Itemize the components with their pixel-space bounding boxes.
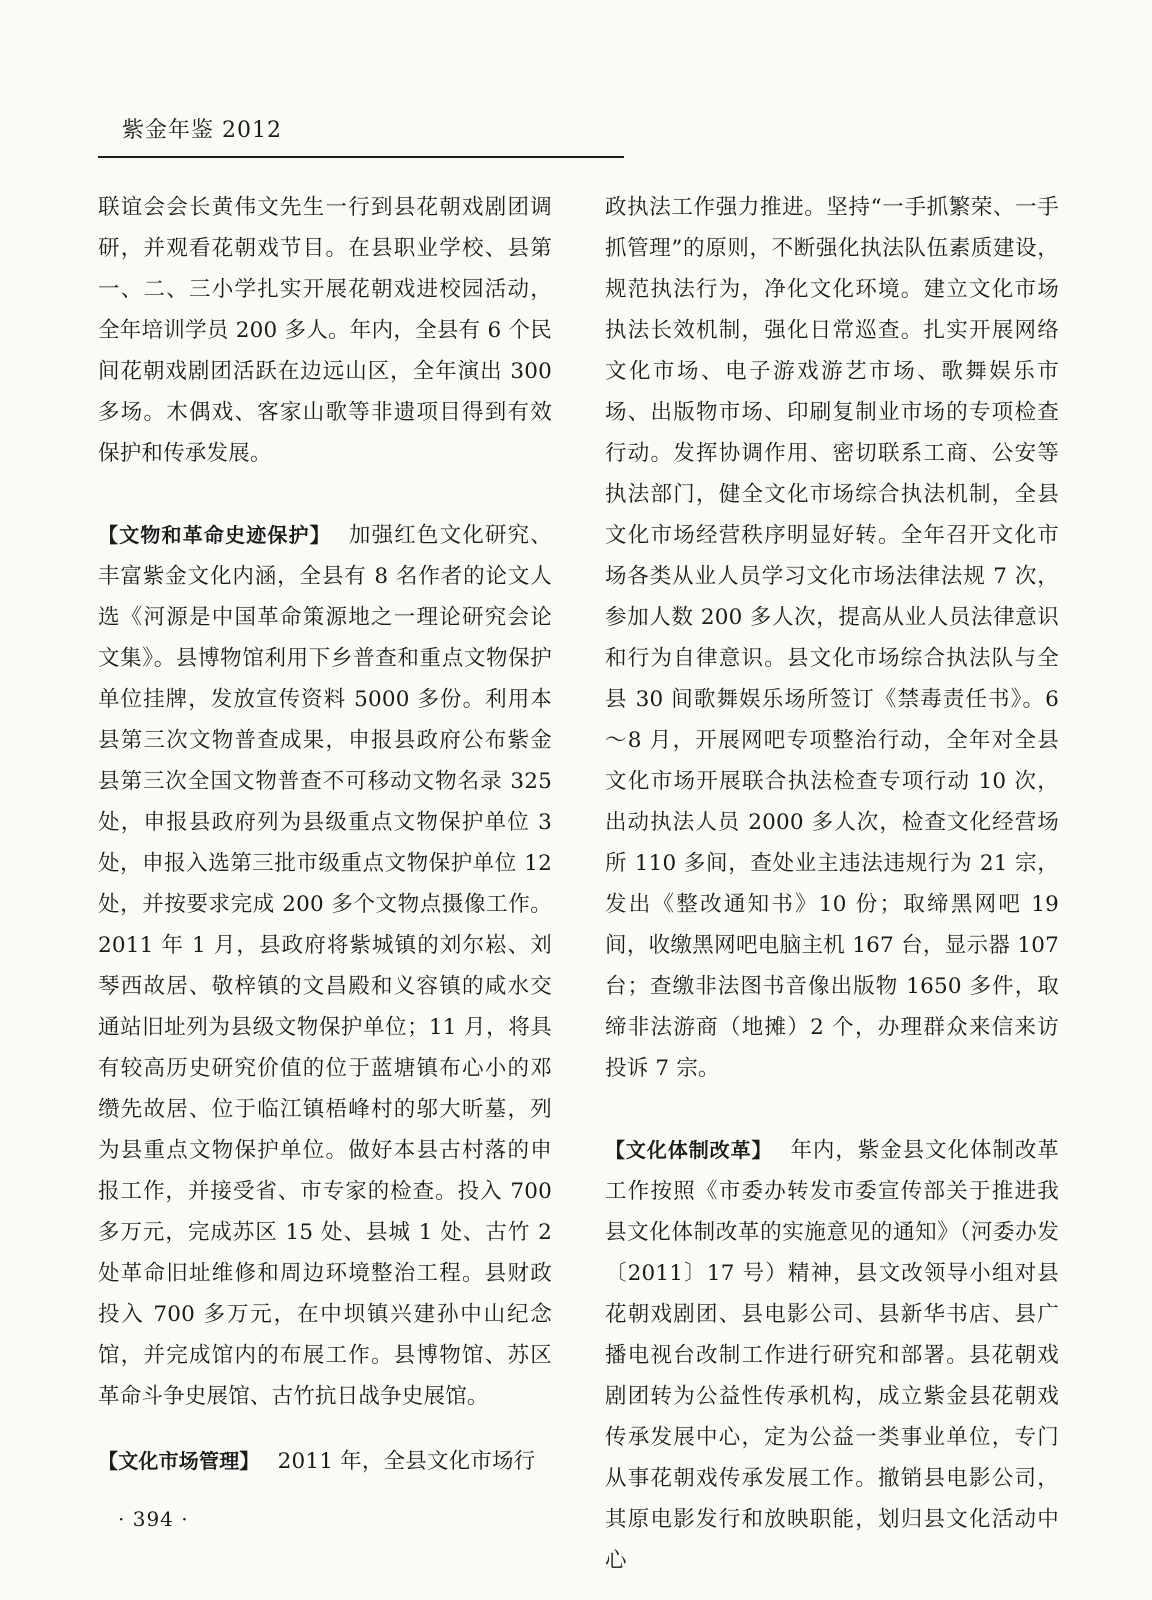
section-market-management <box>98 1441 552 1482</box>
left-column <box>98 187 552 1482</box>
section-heading: 【文化体制改革】 <box>605 1138 773 1162</box>
section-cultural-relics <box>98 515 552 1417</box>
section-heading: 【文物和革命史迹保护】 <box>98 523 331 547</box>
section-body: 2011 年，全县文化市场行 <box>277 1449 536 1474</box>
paragraph: 联谊会会长黄伟文先生一行到县花朝戏剧团调研，并观看花朝戏节目。在县职业学校、县第一、二、三小学扎实开展花朝戏进校园活动，全年培训学员 200 多人。年内，全县有 6 个民间花朝戏剧团活跃在边远山区，全年演出 300 多场。木偶戏、客家山歌等非遗项目得到有效保护和传承发展。 <box>98 195 552 466</box>
section-heading: 【文化市场管理】 <box>98 1449 260 1473</box>
paragraph: 政执法工作强力推进。坚持“一手抓繁荣、一手抓管理”的原则，不断强化执法队伍素质建设，规范执法行为，净化文化环境。建立文化市场执法长效机制，强化日常巡查。扎实开展网络文化市场、电子游戏游艺市场、歌舞娱乐市场、出版物市场、印刷复制业市场的专项检查行动。发挥协调作用、密切联系工商、公安等执法部门，健全文化市场综合执法机制，全县文化市场经营秩序明显好转。全年召开文化市场各类从业人员学习文化市场法律法规 7 次，参加人数 200 多人次，提高从业人员法律意识和行为自律意识。县文化市场综合执法队与全县 30 间歌舞娱乐场所签订《禁毒责任书》。6～8 月，开展网吧专项整治行动，全年对全县文化市场开展联合执法检查专项行动 10 次，出动执法人员 2000 多人次，检查文化经营场所 110 多间，查处业主违法违规行为 21 宗，发出《整改通知书》10 份；取缔黑网吧 19 间，收缴黑网吧电脑主机 167 台，显示器 107 台；查缴非法图书音像出版物 1650 多件，取缔非法游商（地摊）2 个，办理群众来信来访投诉 7 宗。 <box>605 195 1059 1081</box>
header-rule <box>98 156 624 158</box>
section-system-reform <box>605 1130 1059 1581</box>
page-number: · 394 · <box>118 1507 189 1531</box>
section-body: 加强红色文化研究、丰富紫金文化内涵，全县有 8 名作者的论文人选《河源是中国革命策源地之一理论研究会论文集》。县博物馆利用下乡普查和重点文物保护单位挂牌，发放宣传资料 5000 多份。利用本县第三次文物普查成果，申报县政府公布紫金县第三次全国文物普查不可移动文物名录 325 处，申报县政府列为县级重点文物保护单位 3 处，申报入选第三批市级重点文物保护单位 12 处，并按要求完成 200 多个文物点摄像工作。2011 年 1 月，县政府将紫城镇的刘尔崧、刘琴西故居、敬梓镇的文昌殿和义容镇的咸水交通站旧址列为县级文物保护单位；11 月，将具有较高历史研究价值的位于蓝塘镇布心小的邓缵先故居、位于临江镇梧峰村的邬大昕墓，列为县重点文物保护单位。做好本县古村落的申报工作，并接受省、市专家的检查。投入 700 多万元，完成苏区 15 处、县城 1 处、古竹 2 处革命旧址维修和周边环境整治工程。县财政投入 700 多万元，在中坝镇兴建孙中山纪念馆，并完成馆内的布展工作。县博物馆、苏区革命斗争史展馆、古竹抗日战争史展馆。 <box>98 523 552 1409</box>
section-body: 年内，紫金县文化体制改革工作按照《市委办转发市委宣传部关于推进我县文化体制改革的实施意见的通知》（河委办发〔2011〕17 号）精神，县文改领导小组对县花朝戏剧团、县电影公司、县新华书店、县广播电视台改制工作进行研究和部署。县花朝戏剧团转为公益性传承机构，成立紫金县花朝戏传承发展中心，定为公益一类事业单位，专门从事花朝戏传承发展工作。撤销县电影公司，其原电影发行和放映职能，划归县文化活动中心 <box>605 1138 1059 1573</box>
running-title: 紫金年鉴 2012 <box>122 118 282 143</box>
right-column <box>605 187 1059 1581</box>
